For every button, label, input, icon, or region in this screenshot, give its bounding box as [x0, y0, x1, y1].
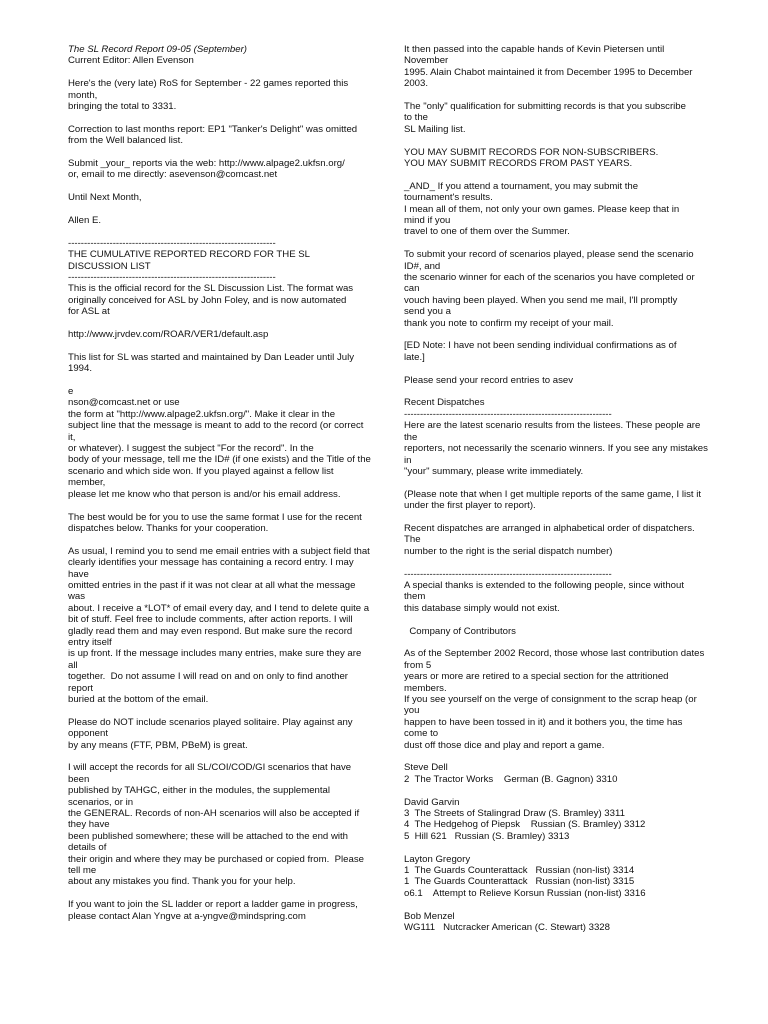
- text-line: the GENERAL. Records of non-AH scenarios will also be accepted if: [68, 808, 360, 820]
- text-line: [404, 512, 726, 523]
- text-line: Allen E.: [68, 215, 102, 227]
- text-line: DISCUSSION LIST: [68, 260, 151, 272]
- text-line: Please do NOT include scenarios played solitaire. Play against any: [68, 716, 353, 728]
- text-line: [68, 375, 390, 386]
- text-line: reporters, not necessarily the scenario winners. If you see any mistakes: [404, 443, 708, 455]
- text-line: happen to have been tossed in it) and it bothers you, the time has: [404, 716, 683, 728]
- text-line: scenarios, or in: [68, 796, 134, 808]
- text-line: [404, 329, 726, 340]
- right-column: [404, 44, 726, 933]
- text-line: the scenario winner for each of the scenarios you have completed or: [404, 272, 695, 284]
- text-line: I will accept the records for all SL/COI/COD/GI scenarios that have: [68, 762, 352, 774]
- text-line: Until Next Month,: [68, 192, 142, 204]
- text-line: The: [404, 534, 421, 546]
- left-column: [68, 44, 390, 922]
- text-line: [404, 637, 726, 648]
- text-line: about any mistakes you find. Thank you for your help.: [68, 876, 296, 888]
- text-line: to the: [404, 112, 429, 124]
- text-line: nson@comcast.net or use: [68, 397, 180, 409]
- text-line: send you a: [404, 306, 451, 318]
- text-line: number to the right is the serial dispatch number): [404, 545, 613, 557]
- text-line: [68, 888, 390, 899]
- text-line: report: [68, 682, 94, 694]
- text-line: originally conceived for ASL by John Foley, and is now automated: [68, 294, 347, 306]
- text-line: tournament's results.: [404, 192, 493, 204]
- text-line: [404, 557, 726, 568]
- text-line: [68, 534, 390, 545]
- text-line: -----------------------------------------------------------------: [404, 408, 612, 420]
- text-line: [68, 500, 390, 511]
- text-line: can: [404, 283, 420, 295]
- text-line: details of: [68, 842, 107, 854]
- text-line: http://www.jrvdev.com/ROAR/VER1/default.asp: [68, 329, 269, 341]
- text-line: "your" summary, please write immediately.: [404, 465, 584, 477]
- text-line: Correction to last months report: EP1 "Tanker's Delight" was omitted: [68, 123, 358, 135]
- text-line: The best would be for you to use the same format I use for the recent: [68, 511, 362, 523]
- text-line: Recent Dispatches: [404, 397, 485, 409]
- text-line: [68, 147, 390, 158]
- text-line: the: [404, 431, 418, 443]
- text-line: -----------------------------------------------------------------: [404, 568, 612, 580]
- text-line: [404, 238, 726, 249]
- text-line: [68, 318, 390, 329]
- text-line: [68, 204, 390, 215]
- text-line: or, email to me directly: asevenson@comcast.net: [68, 169, 278, 181]
- text-line: member,: [68, 477, 106, 489]
- text-line: please let me know who that person is and/or his email address.: [68, 488, 341, 500]
- text-line: THE CUMULATIVE REPORTED RECORD FOR THE SL: [68, 249, 311, 261]
- text-line: Please send your record entries to asev: [404, 374, 574, 386]
- text-line: The SL Record Report 09-05 (September): [68, 44, 247, 55]
- text-line: bit of stuff. Feel free to include comments, after action reports. I will: [68, 614, 353, 626]
- text-line: As of the September 2002 Record, those whose last contribution dates: [404, 648, 705, 660]
- text-line: the form at "http://www.alpage2.ukfsn.org/". Make it clear in the: [68, 408, 336, 420]
- text-line: Here are the latest scenario results from the listees. These people are: [404, 420, 701, 432]
- text-line: Company of Contributors: [404, 625, 516, 637]
- text-line: members.: [404, 682, 447, 694]
- text-line: vouch having been played. When you send me mail, I'll promptly: [404, 294, 678, 306]
- text-line: was: [68, 591, 86, 603]
- text-line: please contact Alan Yngve at a-yngve@mindspring.com: [68, 910, 306, 922]
- text-line: or whatever). I suggest the subject "For the record". In the: [68, 443, 314, 455]
- text-line: [ED Note: I have not been sending individual confirmations as of: [404, 340, 677, 352]
- text-line: from 5: [404, 659, 432, 671]
- text-line: published by TAHGC, either in the modules, the supplemental: [68, 785, 331, 797]
- text-line: e: [68, 386, 74, 398]
- text-line: o6.1 Attempt to Relieve Korsun Russian (non-list) 3316: [404, 887, 646, 899]
- text-line: I mean all of them, not only your own games. Please keep that in: [404, 203, 680, 215]
- text-line: about. I receive a *LOT* of email every day, and I tend to delete quite a: [68, 602, 370, 614]
- text-line: Steve Dell: [404, 762, 448, 774]
- text-line: travel to one of them over the Summer.: [404, 226, 570, 238]
- text-line: clearly identifies your message has containing a record entry. I may: [68, 557, 354, 569]
- text-line: Here's the (very late) RoS for September - 22 games reported this: [68, 78, 349, 90]
- text-line: [68, 705, 390, 716]
- text-line: [404, 899, 726, 910]
- text-line: It then passed into the capable hands of Kevin Pietersen until: [404, 44, 665, 55]
- text-line: is up front. If the message includes many entries, make sure they are: [68, 648, 362, 660]
- text-line: together. Do not assume I will read on and on only to find another: [68, 671, 348, 683]
- text-line: [68, 751, 390, 762]
- text-line: [404, 90, 726, 101]
- text-line: [68, 340, 390, 351]
- text-line: [68, 67, 390, 78]
- text-line: it,: [68, 431, 76, 443]
- text-line: you: [404, 705, 420, 717]
- text-line: thank you note to confirm my receipt of your mail.: [404, 317, 614, 329]
- text-line: [68, 112, 390, 123]
- text-line: 5 Hill 621 Russian (S. Bramley) 3313: [404, 830, 570, 842]
- text-line: late.]: [404, 351, 425, 363]
- text-line: been: [68, 773, 90, 785]
- text-line: gladly read them and may even respond. But make sure the record: [68, 625, 353, 637]
- text-line: 2003.: [404, 78, 429, 90]
- text-line: [404, 785, 726, 796]
- text-line: [68, 181, 390, 192]
- text-line: they have: [68, 819, 110, 831]
- text-line: [404, 842, 726, 853]
- text-line: If you see yourself on the verge of consignment to the scrap heap (or: [404, 693, 697, 705]
- text-line: entry itself: [68, 636, 112, 648]
- text-line: subject line that the message is meant to add to the record (or correct: [68, 420, 364, 432]
- text-line: from the Well balanced list.: [68, 135, 183, 147]
- text-line: [68, 226, 390, 237]
- text-line: tell me: [68, 865, 97, 877]
- text-line: buried at the bottom of the email.: [68, 693, 209, 705]
- text-line: by any means (FTF, PBM, PBeM) is great.: [68, 739, 248, 751]
- text-line: 1 The Guards Counterattack Russian (non-list) 3314: [404, 865, 635, 877]
- text-line: month,: [68, 89, 98, 101]
- text-line: 1995. Alain Chabot maintained it from December 1995 to December: [404, 66, 693, 78]
- text-line: The "only" qualification for submitting records is that you subscribe: [404, 101, 686, 113]
- text-line: -----------------------------------------------------------------: [68, 237, 276, 249]
- text-line: omitted entries in the past if it was not clear at all what the message: [68, 579, 356, 591]
- text-line: ID#, and: [404, 260, 441, 272]
- text-line: years or more are retired to a special section for the attritioned: [404, 671, 669, 683]
- text-line: bringing the total to 3331.: [68, 101, 177, 113]
- text-line: [404, 751, 726, 762]
- text-line: opponent: [68, 728, 109, 740]
- text-line: this database simply would not exist.: [404, 602, 560, 614]
- text-line: [404, 477, 726, 488]
- text-line: them: [404, 591, 426, 603]
- text-line: This list for SL was started and maintained by Dan Leader until July: [68, 351, 355, 363]
- text-line: in: [404, 454, 412, 466]
- text-line: -----------------------------------------------------------------: [68, 272, 276, 284]
- text-line: for ASL at: [68, 306, 110, 318]
- text-line: Recent dispatches are arranged in alphabetical order of dispatchers.: [404, 522, 695, 534]
- text-line: dispatches below. Thanks for your cooperation.: [68, 522, 269, 534]
- text-line: Submit _your_ reports via the web: http://www.alpage2.ukfsn.org/: [68, 158, 345, 170]
- text-line: 3 The Streets of Stalingrad Draw (S. Bramley) 3311: [404, 808, 625, 819]
- text-line: dust off those dice and play and report a game.: [404, 739, 605, 751]
- text-line: Layton Gregory: [404, 853, 471, 865]
- text-line: their origin and where they may be purchased or copied from. Please: [68, 853, 364, 865]
- text-line: [404, 169, 726, 180]
- text-line: To submit your record of scenarios played, please send the scenario: [404, 249, 694, 261]
- text-line: _AND_ If you attend a tournament, you may submit the: [404, 180, 639, 192]
- text-line: As usual, I remind you to send me email entries with a subject field that: [68, 545, 370, 557]
- text-line: 4 The Hedgehog of Piepsk Russian (S. Bramley) 3312: [404, 819, 646, 831]
- text-line: Bob Menzel: [404, 910, 455, 922]
- text-line: mind if you: [404, 215, 451, 227]
- text-line: WG111 Nutcracker American (C. Stewart) 3328: [404, 922, 610, 934]
- text-line: all: [68, 659, 78, 671]
- text-line: under the first player to report).: [404, 500, 536, 512]
- text-line: been published somewhere; these will be attached to the end with: [68, 830, 348, 842]
- text-line: [404, 614, 726, 625]
- text-line: If you want to join the SL ladder or report a ladder game in progress,: [68, 899, 358, 911]
- text-line: This is the official record for the SL Discussion List. The format was: [68, 283, 354, 295]
- text-line: [404, 135, 726, 146]
- text-line: body of your message, tell me the ID# (if one exists) and the Title of the: [68, 454, 371, 466]
- text-line: YOU MAY SUBMIT RECORDS FOR NON-SUBSCRIBERS.: [404, 146, 659, 158]
- text-line: (Please note that when I get multiple reports of the same game, I list it: [404, 488, 702, 500]
- text-line: SL Mailing list.: [404, 123, 466, 135]
- text-line: scenario and which side won. If you played against a fellow list: [68, 465, 334, 477]
- text-line: come to: [404, 728, 439, 740]
- text-line: have: [68, 568, 89, 580]
- text-line: YOU MAY SUBMIT RECORDS FROM PAST YEARS.: [404, 158, 633, 170]
- text-line: 2 The Tractor Works German (B. Gagnon) 3310: [404, 773, 618, 785]
- text-line: David Garvin: [404, 796, 460, 808]
- text-line: November: [404, 55, 449, 67]
- text-line: [404, 363, 726, 374]
- text-line: Current Editor: Allen Evenson: [68, 55, 194, 67]
- text-line: [404, 386, 726, 397]
- text-line: A special thanks is extended to the following people, since without: [404, 579, 684, 591]
- text-line: 1 The Guards Counterattack Russian (non-list) 3315: [404, 876, 635, 888]
- text-line: 1994.: [68, 363, 93, 375]
